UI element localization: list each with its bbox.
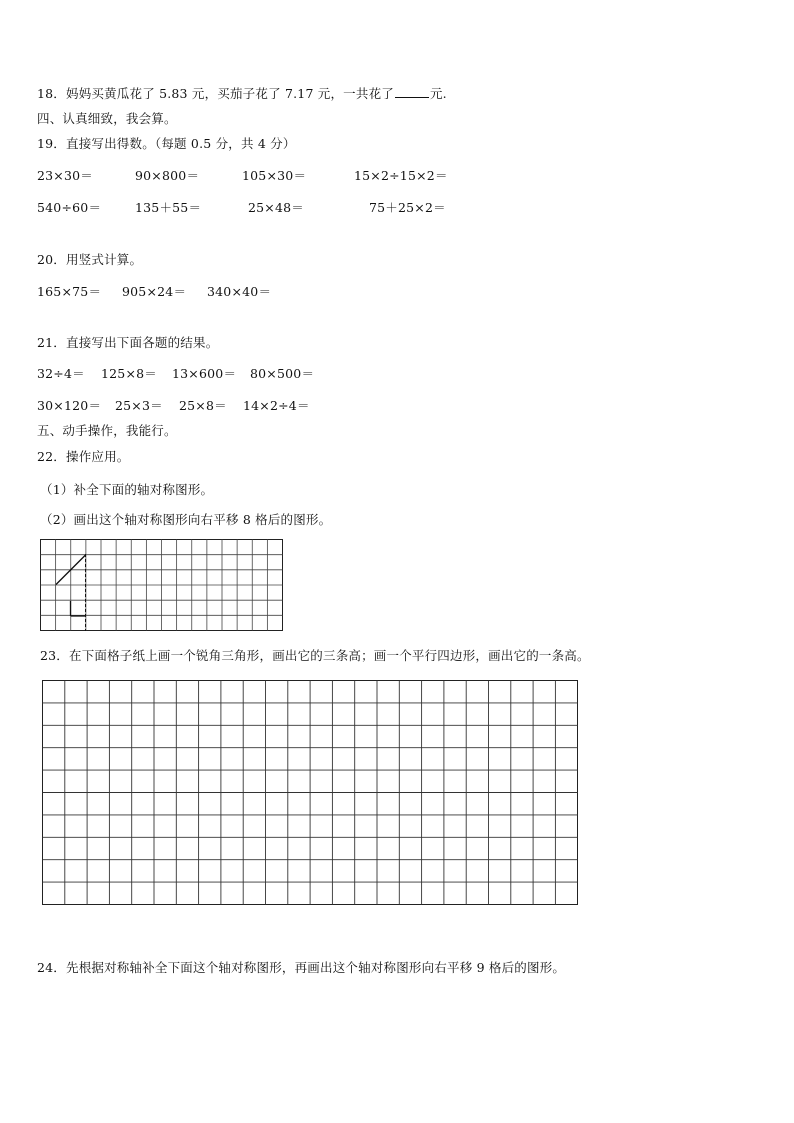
q19-item: 25×48＝ — [248, 200, 304, 215]
q19-item: 15×2÷15×2＝ — [354, 168, 448, 183]
q21-item: 30×120＝ — [37, 398, 102, 413]
question-18-text: 18．妈妈买黄瓜花了 5.83 元，买茄子花了 7.17 元，一共花了 — [37, 86, 394, 101]
grid-lines — [43, 681, 578, 905]
section-5-heading: 五、动手操作，我能行。 — [37, 423, 177, 438]
grid-lines — [41, 540, 283, 631]
question-22-part-1: （1）补全下面的轴对称图形。 — [40, 482, 214, 497]
q22-grid-svg[interactable] — [40, 539, 285, 632]
question-18-unit: 元. — [429, 86, 447, 101]
q23-grid-svg[interactable] — [42, 680, 580, 906]
question-18 — [37, 84, 447, 102]
question-22-title: 22．操作应用。 — [37, 449, 130, 464]
q21-item: 25×3＝ — [115, 398, 163, 413]
question-19-title: 19．直接写出得数。（每题 0.5 分，共 4 分） — [37, 136, 296, 151]
q19-item: 105×30＝ — [242, 168, 307, 183]
section-4-heading: 四、认真细致，我会算。 — [37, 111, 177, 126]
q21-item: 14×2÷4＝ — [243, 398, 310, 413]
question-20-title: 20．用竖式计算。 — [37, 252, 143, 267]
q19-item: 75＋25×2＝ — [369, 200, 446, 215]
q23-grid[interactable] — [42, 680, 580, 906]
q21-item: 125×8＝ — [101, 366, 157, 381]
question-22-part-2: （2）画出这个轴对称图形向右平移 8 格后的图形。 — [40, 512, 332, 527]
q20-item: 165×75＝ — [37, 284, 102, 299]
q19-item: 90×800＝ — [135, 168, 200, 183]
q22-grid[interactable] — [40, 539, 285, 632]
question-21-title: 21．直接写出下面各题的结果。 — [37, 335, 219, 350]
question-23-title: 23．在下面格子纸上画一个锐角三角形，画出它的三条高；画一个平行四边形，画出它的一条高。 — [40, 648, 590, 663]
q19-item: 135＋55＝ — [135, 200, 202, 215]
q21-item: 25×8＝ — [179, 398, 227, 413]
q21-item: 80×500＝ — [250, 366, 315, 381]
answer-blank[interactable] — [395, 85, 429, 98]
q21-item: 13×600＝ — [172, 366, 237, 381]
q19-item: 23×30＝ — [37, 168, 93, 183]
q20-item: 905×24＝ — [122, 284, 187, 299]
q21-item: 32÷4＝ — [37, 366, 85, 381]
q19-item: 540÷60＝ — [37, 200, 102, 215]
q20-item: 340×40＝ — [207, 284, 272, 299]
question-24-title: 24．先根据对称轴补全下面这个轴对称图形，再画出这个轴对称图形向右平移 9 格后的图形。 — [37, 960, 566, 975]
